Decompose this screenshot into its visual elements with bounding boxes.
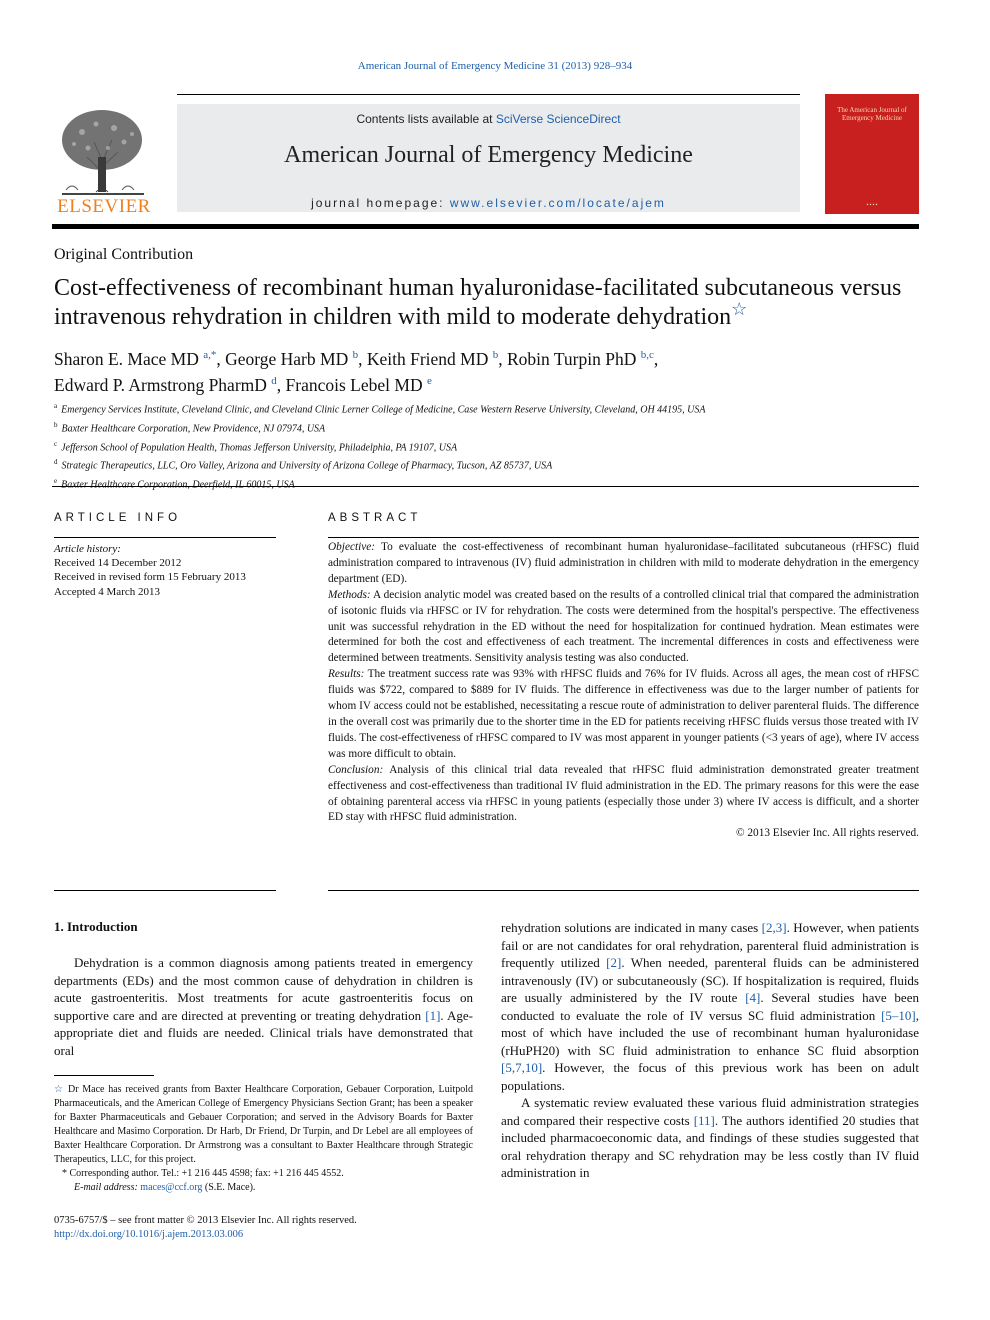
footnotes bbox=[54, 1083, 473, 1195]
affiliation-text: Strategic Therapeutics, LLC, Oro Valley, Arizona and University of Arizona College of Pharmacy, Tucson, AZ 85737, USA bbox=[61, 460, 553, 472]
intro-paragraph-1-cont bbox=[501, 919, 919, 1094]
intro-text: rehydration solutions are indicated in many cases bbox=[501, 920, 762, 935]
revised-date: Received in revised form 15 February 2013 bbox=[54, 571, 246, 584]
citation-link[interactable]: [4] bbox=[745, 990, 761, 1005]
abstract-rule bbox=[328, 537, 919, 538]
author-separator: , bbox=[216, 348, 226, 369]
journal-reference-link[interactable]: American Journal of Emergency Medicine 31 (2013) 928–934 bbox=[357, 60, 633, 72]
doi-link[interactable]: http://dx.doi.org/10.1016/j.ajem.2013.03.006 bbox=[54, 1229, 244, 1240]
affiliation-mark: d bbox=[54, 458, 58, 467]
author-name: George Harb MD bbox=[225, 348, 349, 369]
author-affiliation-mark[interactable]: b bbox=[352, 349, 359, 361]
author-name: Sharon E. Mace MD bbox=[54, 348, 199, 369]
intro-text: . When needed, parenteral fluids can be administered intravenously (IV) or subcutaneously (SC). If hospitalization is required, fluids are usually administered by the IV route bbox=[501, 955, 919, 1005]
intro-text: . Age-appropriate diet and fluids are needed. Clinical trials have demonstrated that oral bbox=[54, 1007, 474, 1058]
intro-text: A systematic review evaluated these various fluid administration strategies and compared their respective costs bbox=[501, 1095, 919, 1128]
journal-homepage-link[interactable]: www.elsevier.com/locate/ajem bbox=[449, 196, 666, 210]
article-history bbox=[54, 542, 276, 599]
corresponding-footnote bbox=[54, 1167, 473, 1181]
journal-masthead bbox=[177, 104, 800, 212]
issn-line: 0735-6757/$ – see front matter © 2013 Elsevier Inc. All rights reserved. bbox=[54, 1215, 357, 1226]
title-footnote-star[interactable]: ☆ bbox=[731, 299, 748, 319]
homepage-prefix: journal homepage: bbox=[311, 196, 450, 210]
intro-text: Dehydration is a common diagnosis among patients treated in emergency departments (EDs) and the most common cause of dehydration in children is acute gastroenteritis. Most treatments for acute gastroenteritis focus on supportive care and are directed at preventing or treating dehydration bbox=[54, 955, 473, 1023]
author-affiliation-mark[interactable]: e bbox=[426, 374, 432, 387]
affiliation-mark: c bbox=[54, 439, 58, 448]
affiliation-item bbox=[54, 455, 919, 474]
author-name: Francois Lebel MD bbox=[285, 374, 423, 395]
corresponding-text: Corresponding author. Tel.: +1 216 445 4598; fax: +1 216 445 4552. bbox=[67, 1168, 344, 1179]
author-affiliation-mark[interactable]: a,* bbox=[203, 349, 217, 361]
abstract-objective bbox=[328, 540, 919, 588]
journal-name: American Journal of Emergency Medicine bbox=[284, 142, 693, 168]
intro-paragraph-1 bbox=[54, 954, 473, 1059]
affiliation-item bbox=[54, 418, 919, 437]
article-info-heading: ARTICLE INFO bbox=[54, 512, 182, 524]
abstract-bottom-rule bbox=[328, 890, 919, 891]
affiliation-list bbox=[54, 399, 919, 493]
contents-prefix: Contents lists available at bbox=[356, 112, 496, 126]
conclusion-label: Conclusion: bbox=[328, 763, 384, 776]
article-info-rule bbox=[54, 537, 276, 538]
author-email-link[interactable]: maces@ccf.org bbox=[140, 1182, 203, 1193]
citation-link[interactable]: [11] bbox=[693, 1112, 715, 1128]
intro-right-column bbox=[501, 919, 919, 1182]
methods-label: Methods: bbox=[328, 588, 371, 601]
article-title-text: Cost-effectiveness of recombinant human hyaluronidase-facilitated subcutaneous versus intravenous rehydration in children with mild to moderate dehydration bbox=[54, 275, 902, 330]
citation-link[interactable]: [5,7,10] bbox=[501, 1060, 543, 1075]
intro-text: . However, when patients fail or are not candidates for oral rehydration, parenteral fluid administration is frequently utilized bbox=[501, 920, 920, 970]
elsevier-wordmark: ELSEVIER bbox=[57, 196, 151, 217]
intro-text: . However, the focus of this previous work has been on adult populations. bbox=[501, 1060, 919, 1093]
intro-text: , most of which have included the use of recombinant human hyaluronidase (rHuPH20) with SC fluid administration to enhance SC fluid absorption bbox=[501, 1007, 919, 1058]
objective-label: Objective: bbox=[328, 541, 376, 553]
article-info-bottom-rule bbox=[54, 890, 276, 891]
affiliation-text: Emergency Services Institute, Cleveland Clinic, and Cleveland Clinic Lerner College of Medicine, Case Western Reserve University, Cleveland, OH 44195, USA bbox=[61, 404, 706, 416]
email-footnote bbox=[54, 1181, 473, 1195]
introduction-heading: 1. Introduction bbox=[54, 919, 138, 934]
history-label: Article history: bbox=[54, 543, 121, 555]
author-separator: , bbox=[653, 348, 659, 369]
results-label: Results: bbox=[328, 668, 365, 681]
header-divider bbox=[52, 224, 919, 229]
results-text: The treatment success rate was 93% with rHFSC fluids and 76% for IV fluids. Across all ages, the mean cost of rHFSC fluids was $722, compared to $889 for IV fluids. The difference in effectiveness was due to the larger number of patients for whom IV access could not be established, necessitating a rescue route of administration to deliver parenteral fluids. The difference in the overall cost was primarily due to the shorter time in the ED for patients receiving rHFSC fluids versus those treated with IV fluids. The cost-effectiveness of rHFSC compared to IV was most apparent in younger patients (<3 years of age), where IV access was more difficult to obtain. bbox=[328, 668, 919, 760]
header-top-rule bbox=[177, 94, 800, 95]
abstract-heading: ABSTRACT bbox=[328, 512, 422, 524]
received-date: Received 14 December 2012 bbox=[54, 557, 182, 570]
title-divider bbox=[52, 486, 919, 487]
cover-foot-mark: ▪ ▪ ▪ ▪ bbox=[866, 203, 878, 208]
affiliation-mark: b bbox=[54, 420, 58, 429]
citation-link[interactable]: [5–10] bbox=[881, 1007, 916, 1023]
disclosure-text: Dr Mace has received grants from Baxter Healthcare Corporation, Gebauer Corporation, Luitpold Pharmaceuticals, and the American College of Emergency Physicians Section Grant; has been a speaker for Baxter Pharmaceuticals and Gebauer Corporation; and served in the Advisory Boards for Baxter Healthcare and Masimo Corporation. Dr Harb, Dr Friend, Dr Turpin, and Dr Lebel are all employees of Baxter Healthcare Corporation. Dr Armstrong was a consultant to Baxter Healthcare through Strategic Therapeutics, LLC, for this project. bbox=[54, 1084, 473, 1165]
author-separator: , bbox=[276, 374, 286, 395]
footnote-rule bbox=[54, 1075, 154, 1076]
cover-title: The American Journal of Emergency Medicine bbox=[837, 106, 907, 122]
abstract-conclusion bbox=[328, 763, 919, 827]
contents-line bbox=[177, 112, 800, 126]
intro-paragraph-2 bbox=[501, 1094, 919, 1182]
homepage-line bbox=[177, 196, 800, 210]
citation-link[interactable]: [2] bbox=[606, 955, 622, 970]
intro-left-column bbox=[54, 954, 473, 1059]
affiliation-item bbox=[54, 399, 919, 418]
journal-cover-image[interactable] bbox=[825, 94, 919, 214]
article-type: Original Contribution bbox=[54, 246, 194, 263]
author-name: Edward P. Armstrong PharmD bbox=[54, 374, 267, 395]
affiliation-item bbox=[54, 474, 919, 493]
email-suffix: (S.E. Mace). bbox=[202, 1182, 256, 1193]
author-affiliation-mark[interactable]: b,c bbox=[640, 349, 654, 361]
author-name: Robin Turpin PhD bbox=[507, 348, 637, 369]
affiliation-text: Jefferson School of Population Health, Thomas Jefferson University, Philadelphia, PA 19107, USA bbox=[61, 441, 458, 453]
bottom-metadata bbox=[54, 1214, 474, 1242]
disclosure-footnote bbox=[54, 1083, 473, 1167]
affiliation-mark: a bbox=[54, 402, 58, 410]
abstract-results bbox=[328, 667, 919, 762]
author-affiliation-mark[interactable]: d bbox=[271, 374, 277, 387]
affiliation-mark: e bbox=[54, 477, 58, 486]
abstract-methods bbox=[328, 588, 919, 668]
affiliation-item bbox=[54, 437, 919, 456]
citation-link[interactable]: [2,3] bbox=[761, 920, 787, 935]
intro-text: . Several studies have been conducted to evaluate the role of IV versus SC fluid administration bbox=[501, 990, 919, 1023]
author-affiliation-mark[interactable]: b bbox=[492, 349, 499, 361]
corresponding-mark: * bbox=[62, 1168, 67, 1179]
article-title bbox=[54, 274, 919, 332]
intro-text: . The authors identified 20 studies that included pharmacoeconomic data, and findings of these studies suggested that oral rehydration therapy and SC rehydration may be less costly than IV fluid administration in bbox=[501, 1112, 919, 1180]
footnote-star: ☆ bbox=[54, 1084, 65, 1095]
author-list bbox=[54, 344, 919, 396]
sciencedirect-link[interactable]: SciVerse ScienceDirect bbox=[495, 112, 621, 126]
accepted-date: Accepted 4 March 2013 bbox=[54, 585, 160, 598]
citation-link[interactable]: [1] bbox=[425, 1007, 441, 1023]
affiliation-text: Baxter Healthcare Corporation, New Providence, NJ 07974, USA bbox=[61, 423, 326, 435]
author-separator: , bbox=[498, 348, 507, 369]
abstract-copyright: © 2013 Elsevier Inc. All rights reserved. bbox=[735, 827, 919, 840]
methods-text: A decision analytic model was created based on the results of a controlled clinical trial that compared the administration of isotonic fluids via rHFSC or IV for rehydration. The costs were determined from the hospital's perspective. The effectiveness unit was successful rehydration in the ED without the need for hospitalization for continued hydration. Mean estimates were determined for both the cost and effectiveness of each treatment. The incremental differences in costs and effectiveness were determined between treatments. Sensitivity analysis testing was also conducted. bbox=[328, 588, 919, 665]
objective-text: To evaluate the cost-effectiveness of recombinant human hyaluronidase–facilitated subcutaneous (rHFSC) fluid administration compared to intravenous (IV) fluid administration in children with mild to moderate dehydration in the emergency department (ED). bbox=[328, 541, 919, 585]
abstract-body bbox=[328, 540, 919, 842]
email-label: E-mail address: bbox=[74, 1182, 141, 1193]
author-name: Keith Friend MD bbox=[366, 348, 489, 369]
conclusion-text: Analysis of this clinical trial data revealed that rHFSC fluid administration demonstrated greater treatment effectiveness and cost-effectiveness than traditional IV fluid administration in the ED. The primary reasons for this were the ease of obtaining parenteral access via rHFSC in young patients (especially those under 3) where IV access is difficult, and a shorter ED stay with rHFSC fluid administration. bbox=[328, 763, 919, 824]
author-separator: , bbox=[358, 348, 367, 369]
